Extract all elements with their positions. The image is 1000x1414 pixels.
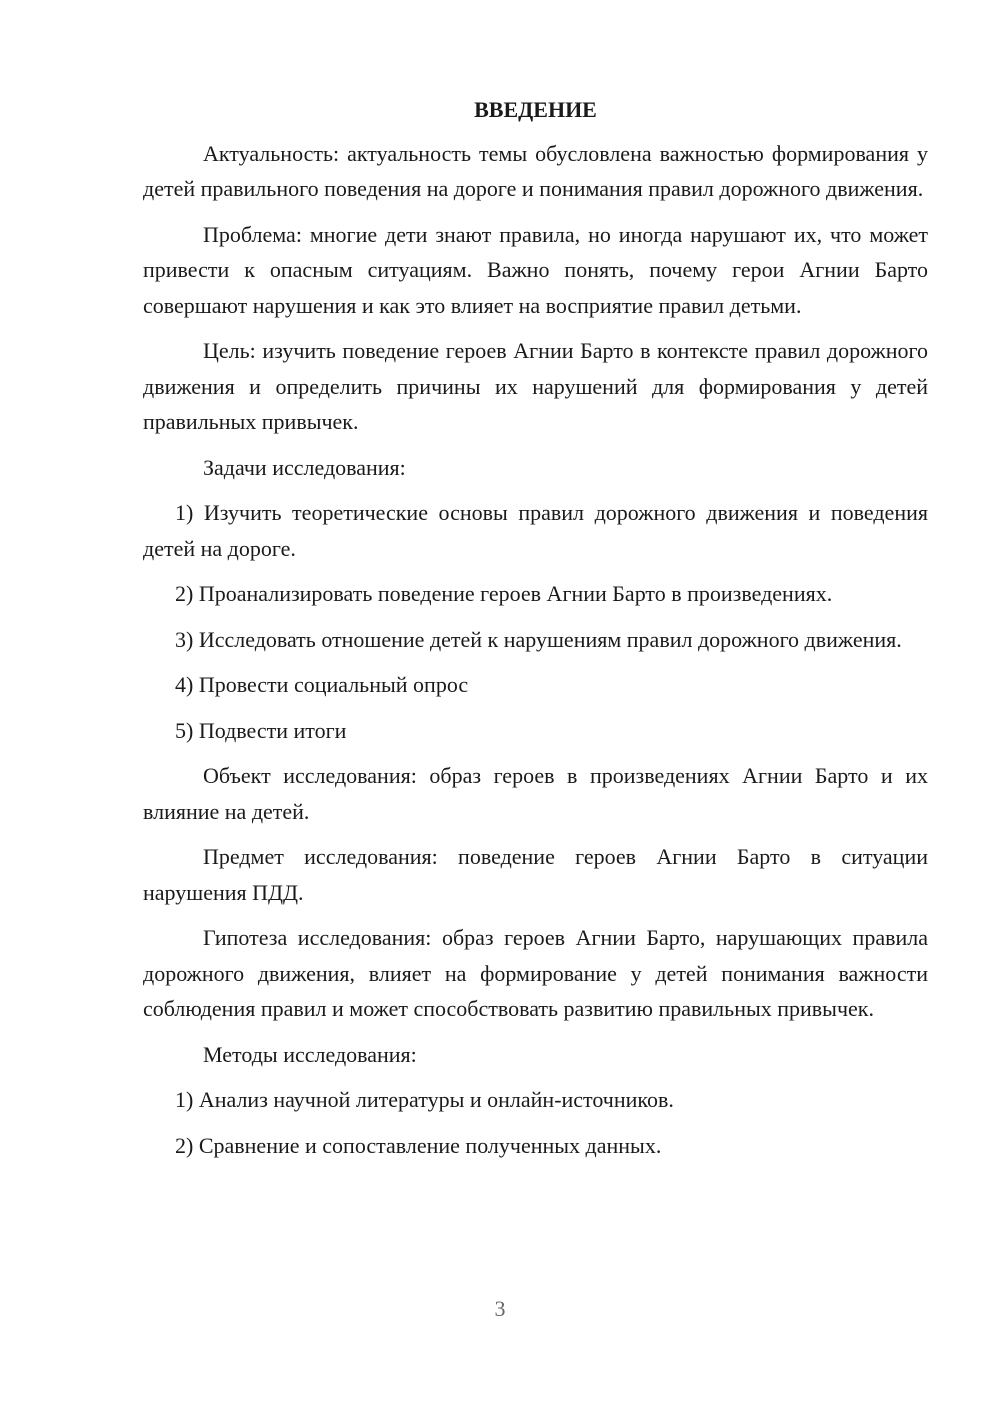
list-item: 2) Проанализировать поведение героев Агнии Барто в произведениях. <box>175 581 833 606</box>
list-item: 2) Сравнение и сопоставление полученных данных. <box>175 1132 662 1158</box>
paragraph-tasks-heading: Задачи исследования: <box>203 454 406 480</box>
section-title: ВВЕДЕНИЕ <box>474 97 597 122</box>
document-page <box>143 92 928 1173</box>
list-item: 5) Подвести итоги <box>175 717 347 743</box>
paragraph-goal: Цель: изучить поведение героев Агнии Барто в контексте правил дорожного движения и определить причины их нарушений для формирования у детей правильных привычек. <box>143 338 928 434</box>
paragraph-object: Объект исследования: образ героев в произведениях Агнии Барто и их влияние на детей. <box>143 763 928 824</box>
paragraph-methods-heading: Методы исследования: <box>203 1041 417 1067</box>
paragraph-subject: Предмет исследования: поведение героев Агнии Барто в ситуации нарушения ПДД. <box>143 844 928 905</box>
list-item: 1) Изучить теоретические основы правил дорожного движения и поведения детей на дороге. <box>143 500 928 561</box>
page-number: 3 <box>494 1296 506 1321</box>
paragraph-problem: Проблема: многие дети знают правила, но иногда нарушают их, что может привести к опасным ситуациям. Важно понять, почему герои Агнии Барто совершают нарушения и как это влияет на восприятие правил детьми. <box>143 221 928 318</box>
list-item: 1) Анализ научной литературы и онлайн-источников. <box>175 1087 674 1112</box>
list-item: 4) Провести социальный опрос <box>175 672 469 697</box>
list-item: 3) Исследовать отношение детей к нарушениям правил дорожного движения. <box>175 626 902 652</box>
paragraph-hypothesis: Гипотеза исследования: образ героев Агнии Барто, нарушающих правила дорожного движения, влияет на формирование у детей понимания важности соблюдения правил и может способствовать развитию правильных привычек. <box>143 925 928 1021</box>
paragraph-relevance: Актуальность: актуальность темы обусловлена важностью формирования у детей правильного поведения на дороге и понимания правил дорожного движения. <box>143 140 928 201</box>
